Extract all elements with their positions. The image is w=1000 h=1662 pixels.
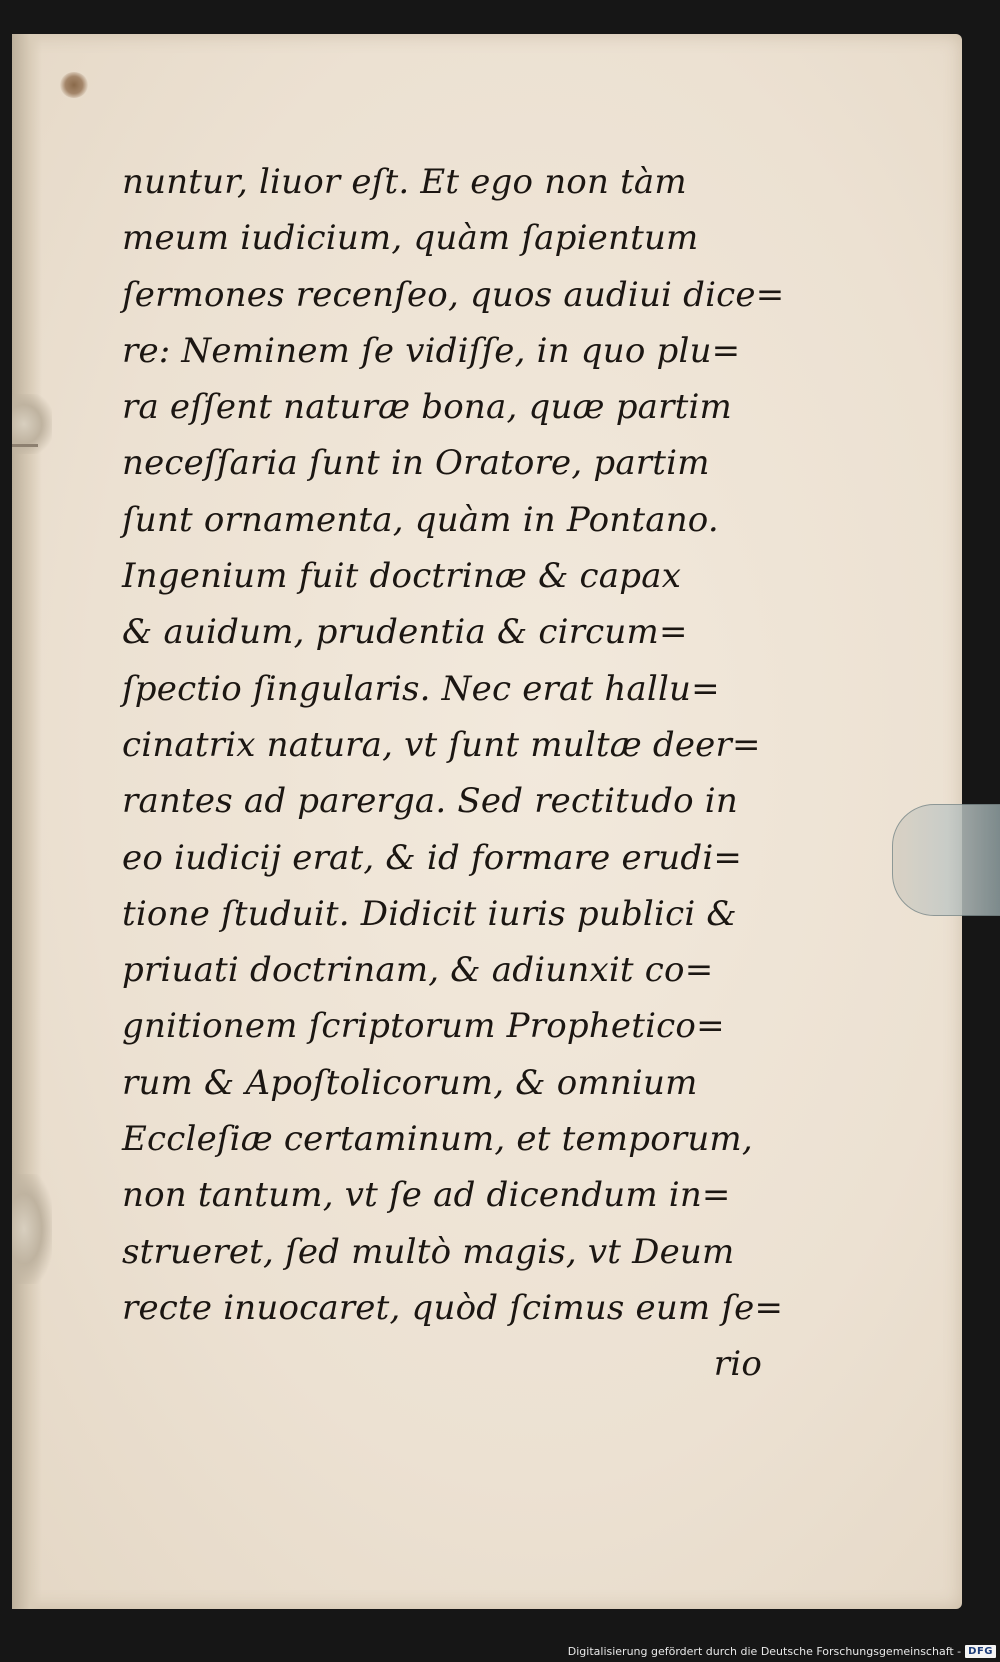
page-clip (892, 804, 1000, 916)
text-line: nuntur, liuor eſt. Et ego non tàm (122, 162, 687, 202)
book-page (12, 34, 962, 1609)
page-gutter (12, 34, 42, 1609)
catchword: rio (713, 1344, 762, 1385)
text-line: eo iudicij erat, & id formare erudi= (122, 837, 743, 878)
digitization-credit (560, 1640, 1000, 1662)
paper-stain (60, 72, 88, 98)
dfg-logo-icon: DFG (965, 1645, 996, 1658)
text-line: ra eſſent naturæ bona, quæ partim (122, 387, 732, 428)
binding-stitch-lower (12, 1174, 52, 1284)
text-line: tione ſtuduit. Didicit iuris publici & (122, 893, 737, 934)
text-line: re: Neminem ſe vidiſſe, in quo plu= (122, 330, 741, 371)
text-line: non tantum, vt ſe ad dicendum in= (122, 1175, 731, 1216)
page-text (122, 154, 785, 1393)
text-line: rantes ad parerga. Sed rectitudo in (122, 781, 738, 822)
text-line: strueret, ſed multò magis, vt Deum (122, 1231, 735, 1272)
text-line: priuati doctrinam, & adiunxit co= (122, 950, 714, 991)
text-line: Ingenium fuit doctrinæ & capax (122, 556, 682, 597)
text-line: cinatrix natura, vt ſunt multæ deer= (122, 724, 761, 765)
text-line: & auidum, prudentia & circum= (122, 612, 688, 653)
text-line: meum iudicium, quàm ſapientum (122, 218, 699, 259)
text-line: ſunt ornamenta, quàm in Pontano. (122, 499, 719, 540)
text-line: recte inuocaret, quòd ſcimus eum ſe= (122, 1287, 784, 1328)
text-line: gnitionem ſcriptorum Prophetico= (122, 1006, 725, 1047)
text-line: neceſſaria ſunt in Oratore, partim (122, 443, 710, 484)
text-line: ſermones recenſeo, quos audiui dice= (122, 274, 785, 315)
text-line: Eccleſiæ certaminum, et temporum, (122, 1119, 753, 1160)
text-line: rum & Apoſtolicorum, & omnium (122, 1062, 698, 1103)
text-line: ſpectio ſingularis. Nec erat hallu= (122, 668, 720, 709)
credit-text: Digitalisierung gefördert durch die Deutsche Forschungsgemeinschaft - (567, 1644, 962, 1658)
binding-thread (12, 444, 38, 447)
